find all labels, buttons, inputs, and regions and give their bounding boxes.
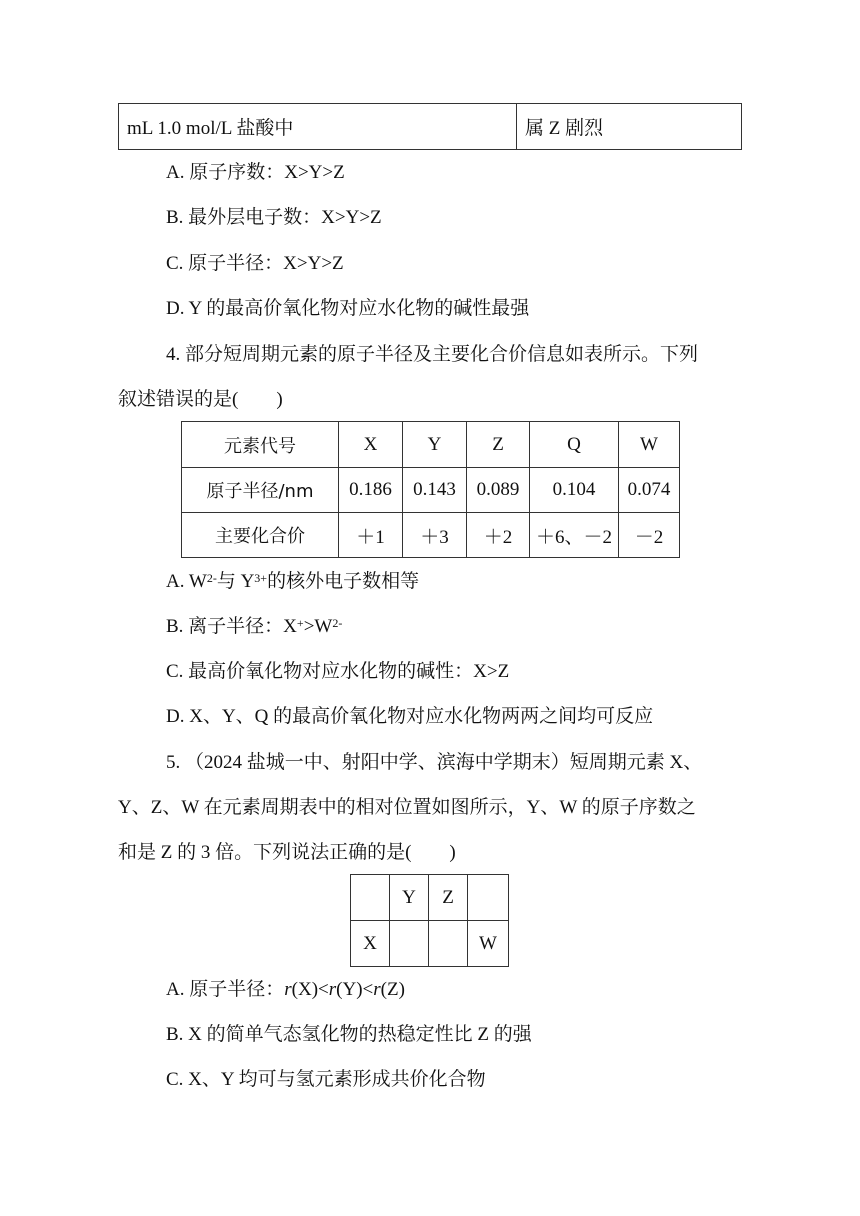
q5-option-a-t1: (X)<: [291, 979, 329, 1000]
table-cell: ＋1: [339, 513, 403, 558]
table-row-valence: [182, 513, 680, 558]
q5-stem-line-3: 和是 Z 的 3 倍。下列说法正确的是( ): [118, 842, 456, 863]
table-cell: 主要化合价: [182, 513, 339, 558]
q5-option-b: B. X 的简单气态氢化物的热稳定性比 Z 的强: [166, 1024, 532, 1045]
q4-option-b-sup1: +: [296, 616, 304, 630]
q4-option-a-sup1: 2-: [206, 571, 217, 585]
grid-cell: X: [351, 921, 390, 967]
grid-row-2: [351, 921, 509, 967]
q5-option-a-r1: r: [284, 979, 292, 1000]
grid-cell: W: [468, 921, 509, 967]
q4-stem-line-2: 叙述错误的是( ): [118, 389, 283, 410]
q4-stem-line-1: 4. 部分短周期元素的原子半径及主要化合价信息如表所示。下列: [166, 344, 699, 365]
grid-cell: [429, 921, 468, 967]
q4-option-b-sup2: 2-: [332, 616, 343, 630]
q3-option-c: C. 原子半径：X>Y>Z: [166, 253, 344, 274]
q4-option-a-pre: A. W: [166, 571, 207, 592]
table-header-cell: 元素代号: [182, 422, 339, 468]
q4-option-d: D. X、Y、Q 的最高价氧化物对应水化物两两之间均可反应: [166, 706, 654, 727]
table-cell: 0.074: [619, 468, 680, 513]
q3-option-d: D. Y 的最高价氧化物对应水化物的碱性最强: [166, 298, 530, 319]
table-header-cell: Y: [403, 422, 467, 468]
top-table-cell-left: mL 1.0 mol/L 盐酸中: [119, 104, 517, 150]
table-cell: ＋2: [467, 513, 530, 558]
q4-option-a-post: 的核外电子数相等: [267, 571, 420, 592]
table-cell: ＋3: [403, 513, 467, 558]
grid-cell: [468, 875, 509, 921]
grid-cell: Z: [429, 875, 468, 921]
top-continuation-table: [118, 103, 742, 150]
table-header-cell: W: [619, 422, 680, 468]
grid-cell: Y: [390, 875, 429, 921]
table-cell: 0.143: [403, 468, 467, 513]
table-header-cell: X: [339, 422, 403, 468]
table-cell: 0.186: [339, 468, 403, 513]
q5-option-a-t3: (Z): [380, 979, 405, 1000]
q4-option-a-mid: 与 Y: [216, 571, 255, 592]
q5-periodic-grid: [350, 874, 509, 967]
q4-option-b-mid: >W: [303, 616, 333, 637]
grid-cell: [390, 921, 429, 967]
table-cell: 0.089: [467, 468, 530, 513]
table-cell: ＋6、－2: [530, 513, 619, 558]
q4-option-a-sup2: 3+: [254, 571, 268, 585]
q4-option-b: [166, 615, 342, 639]
grid-cell: [351, 875, 390, 921]
table-cell: 0.104: [530, 468, 619, 513]
q5-stem-line-1: 5. （2024 盐城一中、射阳中学、滨海中学期末）短周期元素 X、: [166, 752, 703, 773]
q5-option-c: C. X、Y 均可与氢元素形成共价化合物: [166, 1069, 486, 1090]
table-cell: －2: [619, 513, 680, 558]
q5-option-a-r3: r: [373, 979, 381, 1000]
table-header-cell: Z: [467, 422, 530, 468]
q3-option-a: A. 原子序数：X>Y>Z: [166, 162, 345, 183]
grid-row-1: [351, 875, 509, 921]
table-row-radius: [182, 468, 680, 513]
q4-option-c: C. 最高价氧化物对应水化物的碱性：X>Z: [166, 661, 510, 682]
q4-element-table: [181, 421, 680, 558]
top-table-cell-right: 属 Z 剧烈: [517, 104, 742, 150]
q4-option-b-pre: B. 离子半径：X: [166, 616, 297, 637]
q5-stem-line-2: Y、Z、W 在元素周期表中的相对位置如图所示，Y、W 的原子序数之: [118, 797, 696, 818]
table-row-header: [182, 422, 680, 468]
q5-option-a-pre: A. 原子半径：: [166, 979, 285, 1000]
q5-option-a-t2: (Y)<: [336, 979, 374, 1000]
q5-option-a-r2: r: [328, 979, 337, 1000]
q4-option-a: [166, 570, 419, 594]
q5-option-a: [166, 978, 405, 1002]
q3-option-b: B. 最外层电子数：X>Y>Z: [166, 207, 382, 228]
table-cell: 原子半径/nm: [182, 468, 339, 513]
table-header-cell: Q: [530, 422, 619, 468]
